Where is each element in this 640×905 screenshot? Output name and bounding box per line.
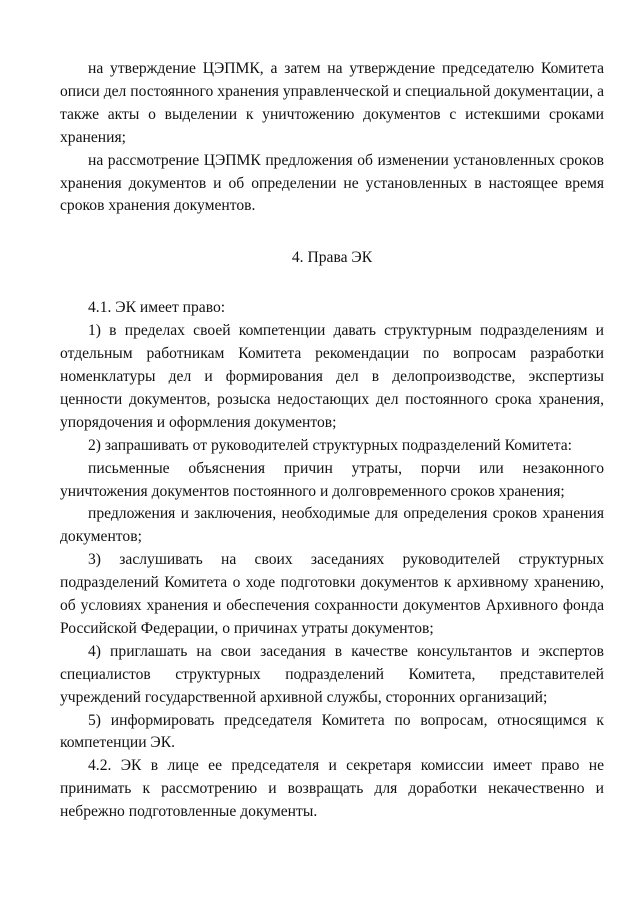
- paragraph-approval-inventories: на утверждение ЦЭПМК, а затем на утверждение председателю Комитета описи дел постоянного хранения управленческой и специальной документации, а также акты о выделении к уничтожению документов с истекшими сроками хранения;: [60, 60, 604, 146]
- spacer: [60, 218, 604, 247]
- clause-item-4: 4) приглашать на свои заседания в качестве консультантов и экспертов специалистов структурных подразделений Комитета, представителей учреждений государственной архивной службы, сторонних организаций;: [60, 642, 604, 706]
- clause-4-1-title: 4.1. ЭК имеет право:: [88, 299, 226, 317]
- clause-item-5: 5) информировать председателя Комитета по вопросам, относящимся к компетенции ЭК.: [60, 711, 604, 752]
- clause-item-1: 1) в пределах своей компетенции давать структурным подразделениям и отдельным работникам Комитета рекомендации по вопросам разработки номенклатуры дел и формирования дел в делопроизводстве, экспертизы ценности документов, розыска недостающих дел постоянного срока хранения, упорядочения и оформления документов;: [60, 322, 604, 431]
- spacer: [60, 270, 604, 297]
- section-heading: 4. Права ЭК: [291, 249, 373, 267]
- document-page: [60, 58, 604, 824]
- clause-item-2: 2) запрашивать от руководителей структурных подразделений Комитета:: [88, 436, 572, 454]
- clause-item-2-proposals: предложения и заключения, необходимые для определения сроков хранения документов;: [60, 505, 604, 546]
- paragraph-review-proposals: на рассмотрение ЦЭПМК предложения об изменении установленных сроков хранения документов и об определении не установленных в настоящее время сроков хранения документов.: [60, 151, 604, 215]
- clause-item-3: 3) заслушивать на своих заседаниях руководителей структурных подразделений Комитета о ходе подготовки документов к архивному хранению, об условиях хранения и обеспечения сохранности документов Архивного фонда Российской Федерации, о причинах утраты документов;: [60, 551, 604, 637]
- clause-item-2-explanations: письменные объяснения причин утраты, порчи или незаконного уничтожения документов постоянного и долговременного сроков хранения;: [60, 459, 604, 500]
- clause-4-2: 4.2. ЭК в лице ее председателя и секретаря комиссии имеет право не принимать к рассмотрению и возвращать для доработки некачественно и небрежно подготовленные документы.: [60, 757, 604, 821]
